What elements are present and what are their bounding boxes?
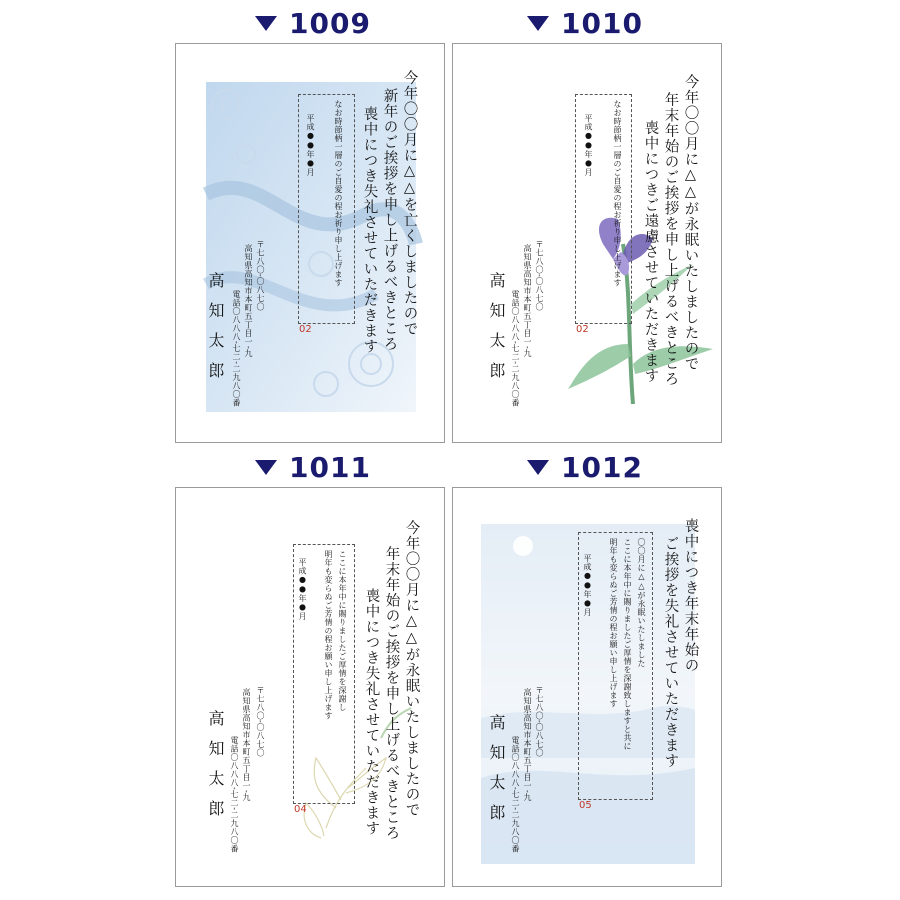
main-message-line: 今年〇〇月に△△が永眠いたしましたので [403,520,420,818]
box-message-line: 〇〇月に△△が永眠いたしました [637,538,646,668]
box-message-line: なお時節柄一層のご自愛の程お祈り申し上げます [613,100,622,287]
card-code: 1012 [561,450,643,484]
card-1011[interactable] [175,487,445,887]
address-line: 高知県高知市本町五丁目一-九 [523,244,532,358]
box-message-line: 明年も変らぬご芳情の程お願い申し上げます [609,538,618,708]
date-text: 平成●●年●月 [298,558,307,621]
box-message-line: ここに本年中に賜りましたご厚情を深謝し [338,550,347,712]
address-line: 高知県高知市本町五丁目一-九 [242,688,251,802]
main-message-line: ご挨拶を失礼させていただきます [662,536,679,769]
card-1010[interactable] [452,43,722,443]
main-message-line: 今年〇〇月に△△を亡くしましたので [401,70,418,337]
phone-line: 電話〇八八八-七二-二九八〇番 [230,736,239,853]
card-1009[interactable] [175,43,445,443]
card-code: 1009 [289,6,371,40]
down-triangle-icon [255,460,277,475]
date-text: 平成●●年●月 [583,554,592,617]
main-message-line: 年末年始のご挨拶を申し上げるべきところ [662,92,679,387]
template-number: 05 [579,800,592,811]
box-message-line: 明年も変らぬご芳情の程お願い申し上げます [324,550,333,720]
box-message-line: なお時節柄一層のご自愛の程お祈り申し上げます [334,100,343,287]
template-number: 02 [576,324,589,335]
main-message-line: 喪中につきご遠慮させていただきます [642,120,659,384]
postal-code: 〒七八〇-〇八七〇 [535,686,544,758]
phone-line: 電話〇八八八-七二-二九八〇番 [511,736,520,853]
main-message-line: 喪中につき年末年始の [682,518,699,673]
template-number: 02 [299,324,312,335]
phone-line: 電話〇八八八-七二-二九八〇番 [232,290,241,407]
sender-name: 高知太郎 [487,272,506,392]
main-message-line: 新年のご挨拶を申し上げるべきところ [381,88,398,352]
date-text: 平成●●年●月 [306,114,315,177]
phone-line: 電話〇八八八-七二-二九八〇番 [511,290,520,407]
main-message-line: 喪中につき失礼させていただきます [361,106,378,354]
down-triangle-icon [527,460,549,475]
sender-name: 高知太郎 [487,714,506,834]
main-message-line: 喪中につき失礼させていただきます [363,588,380,836]
main-message-line: 今年〇〇月に△△が永眠いたしましたので [682,74,699,372]
address-line: 高知県高知市本町五丁目一-九 [523,688,532,802]
card-header-1012 [527,447,643,487]
box-message-line: ここに本年中に賜りましたご厚情を深謝致しますと共に [623,538,632,751]
down-triangle-icon [527,16,549,31]
card-code: 1010 [561,6,643,40]
postal-code: 〒七八〇-〇八七〇 [256,240,265,312]
date-text: 平成●●年●月 [584,114,593,177]
postal-code: 〒七八〇-〇八七〇 [256,686,265,758]
sender-name: 高知太郎 [206,272,225,392]
postal-code: 〒七八〇-〇八七〇 [535,240,544,312]
address-line: 高知県高知市本町五丁目一-九 [244,244,253,358]
main-message-line: 年末年始のご挨拶を申し上げるべきところ [383,546,400,841]
template-number: 04 [294,804,307,815]
sender-name: 高知太郎 [206,710,225,830]
card-header-1010 [527,3,643,43]
card-header-1011 [255,447,371,487]
card-code: 1011 [289,450,371,484]
down-triangle-icon [255,16,277,31]
card-1012[interactable] [452,487,722,887]
card-header-1009 [255,3,371,43]
